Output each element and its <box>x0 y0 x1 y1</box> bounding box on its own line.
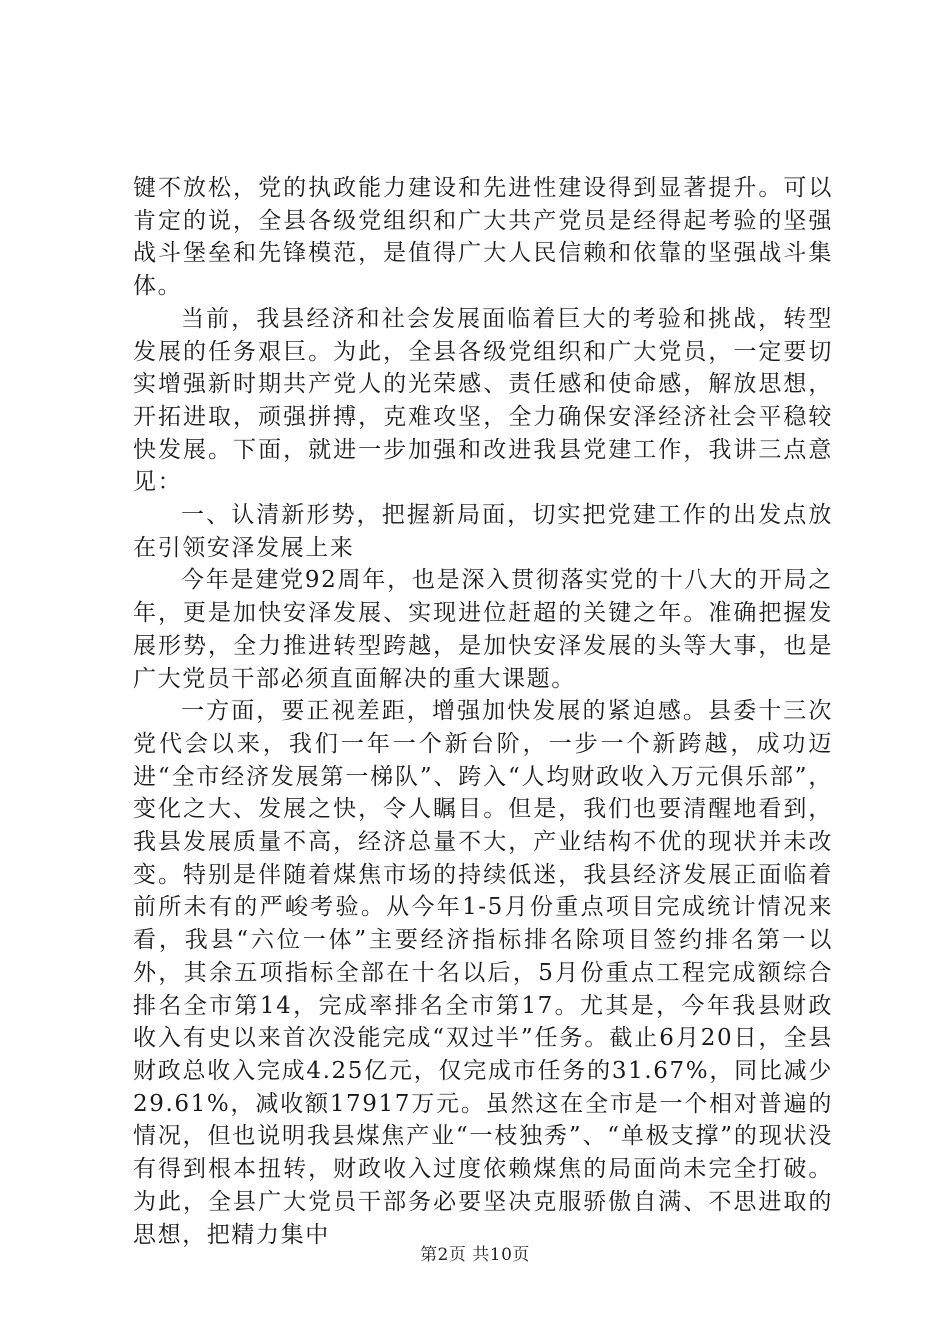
section-heading-one: 一、认清新形势，把握新局面，切实把党建工作的出发点放在引领安泽发展上来 <box>133 502 833 561</box>
document-body <box>133 172 833 1251</box>
paragraph-face-gap: 一方面，要正视差距，增强加快发展的紧迫感。县委十三次党代会以来，我们一年一个新台阶，一步一个新跨越，成功迈进“全市经济发展第一梯队”、跨入“人均财政收入万元俱乐部”，变化之大、发展之快，令人瞩目。但是，我们也要清醒地看到，我县发展质量不高，经济总量不大，产业结构不优的现状并未改变。特别是伴随着煤焦市场的持续低迷，我县经济发展正面临着前所未有的严峻考验。从今年1-5月份重点项目完成统计情况来看，我县“六位一体”主要经济指标排名除项目签约排名第一以外，其余五项指标全部在十名以后，5月份重点工程完成额综合排名全市第14，完成率排名全市第17。尤其是，今年我县财政收入有史以来首次没能完成“双过半”任务。截止6月20日，全县财政总收入完成4.25亿元，仅完成市任务的31.67%，同比减少29.61%，减收额17917万元。虽然这在全市是一个相对普遍的情况，但也说明我县煤焦产业“一枝独秀”、“单极支撑”的现状没有得到根本扭转，财政收入过度依赖煤焦的局面尚未完全打破。为此，全县广大党员干部务必要坚决克服骄傲自满、不思进取的思想，把精力集中 <box>133 698 834 1248</box>
page-footer: 第2页 共10页 <box>420 1245 530 1265</box>
paragraph-current-situation: 当前，我县经济和社会发展面临着巨大的考验和挑战，转型发展的任务艰巨。为此，全县各级党组织和广大党员，一定要切实增强新时期共产党人的光荣感、责任感和使命感，解放思想，开拓进取，顽强拼搏，克难攻坚，全力确保安泽经济社会平稳较快发展。下面，就进一步加强和改进我县党建工作，我讲三点意见： <box>133 305 833 496</box>
paragraph-continuation: 键不放松，党的执政能力建设和先进性建设得到显著提升。可以肯定的说，全县各级党组织和广大共产党员是经得起考验的坚强战斗堡垒和先锋模范，是值得广大人民信赖和依靠的坚强战斗集体。 <box>133 175 833 300</box>
paragraph-anniversary: 今年是建党92周年，也是深入贯彻落实党的十八大的开局之年，更是加快安泽发展、实现进位赶超的关键之年。准确把握发展形势，全力推进转型跨越，是加快安泽发展的头等大事，也是广大党员干部必须直面解决的重大课题。 <box>133 567 833 692</box>
